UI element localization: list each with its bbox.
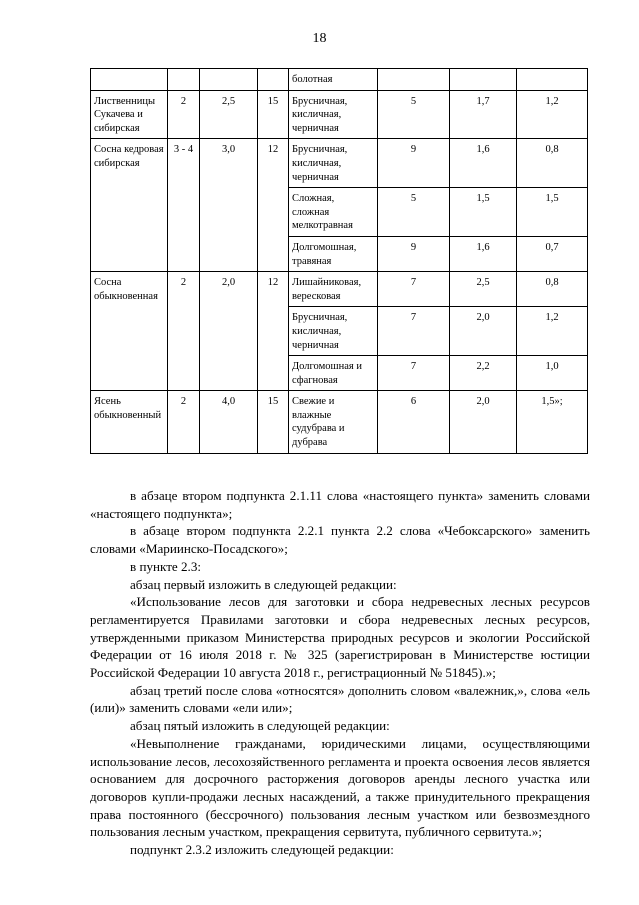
table-cell [200,69,258,91]
forest-type-cell: Долгомошная, травяная [289,236,378,271]
table-cell: 1,5 [517,188,588,237]
paragraph: абзац пятый изложить в следующей редакции: [130,718,390,734]
table-cell: 12 [258,139,289,188]
forest-type-cell: Брусничная, кисличная, черничная [289,139,378,188]
table-cell [200,236,258,271]
species-cell: Сосна кедровая сибирская [91,139,168,188]
table-row [91,69,588,91]
table-cell [258,307,289,356]
table-cell: 5 [378,90,450,139]
paragraph: в абзаце втором подпункта 2.1.11 слова «настоящего пункта» заменить словами «настоящего подпункта»; [90,488,590,521]
document-body [90,487,590,859]
paragraph: абзац первый изложить в следующей редакции: [130,576,397,592]
paragraph: абзац третий после слова «относятся» дополнить словом «валежник,», слова «ель (или)» заменить словами «ели или»; [90,682,590,716]
species-cell [91,236,168,271]
species-cell [91,307,168,356]
species-cell [91,356,168,391]
table-cell: 7 [378,356,450,391]
table-cell: 7 [378,272,450,307]
forest-type-cell: болотная [289,69,378,91]
table-cell [168,356,200,391]
species-cell: Лиственницы Сукачева и сибирская [91,90,168,139]
table-cell [378,69,450,91]
table-cell: 1,6 [450,139,517,188]
table-cell: 2,2 [450,356,517,391]
table-cell [450,69,517,91]
paragraph: в пункте 2.3: [130,558,202,574]
table-cell: 15 [258,391,289,453]
species-cell [91,69,168,91]
table-cell: 1,6 [450,236,517,271]
paragraph: «Невыполнение гражданами, юридическими лицами, осуществляющими использование лесов, лесохозяйственного регламента и проекта освоения лесов является основанием для досрочного расторжения договоров аренды лесного участка или договоров купли-продажи лесных насаждений, а также принудительного прекращения права постоянного (бессрочного) пользования лесным участком или безвозмездного пользования лесным участком, прекращения сервитута, публичного сервитута.»; [90,735,590,840]
table-cell: 2,5 [450,272,517,307]
table-cell: 6 [378,391,450,453]
forest-type-cell: Брусничная, кисличная, черничная [289,90,378,139]
table-cell: 1,5»; [517,391,588,453]
paragraph: подпункт 2.3.2 изложить следующей редакции: [130,842,394,858]
table-cell [200,188,258,237]
paragraph: в абзаце втором подпункта 2.2.1 пункта 2.2 слова «Чебоксарского» заменить словами «Мариинско-Посадского»; [90,523,590,557]
table-cell: 1,5 [450,188,517,237]
forest-type-cell: Лишайниковая, вересковая [289,272,378,307]
table-cell: 2,0 [450,391,517,453]
forest-type-cell: Брусничная, кисличная, черничная [289,307,378,356]
table-cell [517,69,588,91]
table-cell: 0,7 [517,236,588,271]
table-row [91,90,588,139]
paragraph: «Использование лесов для заготовки и сбора недревесных лесных ресурсов регламентируется Правилами заготовки и сбора недревесных лесных ресурсов, утвержденными приказом Министерства природных ресурсов и экологии Российской Федерации от 16 июля 2018 г. № 325 (зарегистрирован в Министерстве юстиции Российской Федерации 10 августа 2018 г., регистрационный № 51845).»; [90,594,590,681]
table-cell: 2 [168,90,200,139]
table-cell [168,307,200,356]
table-cell [200,356,258,391]
table-cell: 2,5 [200,90,258,139]
table-cell [258,188,289,237]
table-cell: 2 [168,391,200,453]
table-cell: 0,8 [517,139,588,188]
table-row [91,356,588,391]
forest-type-cell: Свежие и влажные судубрава и дубрава [289,391,378,453]
table-row [91,188,588,237]
table-row [91,391,588,453]
table-cell: 0,8 [517,272,588,307]
table-cell: 2,0 [200,272,258,307]
table-cell [258,236,289,271]
table-cell [168,188,200,237]
forest-type-cell: Долгомошная и сфагновая [289,356,378,391]
species-cell [91,188,168,237]
table-cell: 1,0 [517,356,588,391]
table-cell [200,307,258,356]
table-cell: 3 - 4 [168,139,200,188]
table-cell: 1,2 [517,307,588,356]
table-row [91,272,588,307]
table-cell [258,69,289,91]
table-cell: 4,0 [200,391,258,453]
table-cell [168,236,200,271]
table-cell [168,69,200,91]
page-number: 18 [312,31,327,46]
forest-resources-table [90,68,588,454]
table-cell: 15 [258,90,289,139]
table-cell: 1,7 [450,90,517,139]
table-row [91,236,588,271]
table-cell: 5 [378,188,450,237]
table-cell [258,356,289,391]
table-cell: 2 [168,272,200,307]
table-cell: 2,0 [450,307,517,356]
table-cell: 3,0 [200,139,258,188]
species-cell: Сосна обыкновенная [91,272,168,307]
table-cell: 7 [378,307,450,356]
table-cell: 9 [378,236,450,271]
table-cell: 12 [258,272,289,307]
table-cell: 1,2 [517,90,588,139]
forest-type-cell: Сложная, сложная мелкотравная [289,188,378,237]
table-row [91,307,588,356]
table-cell: 9 [378,139,450,188]
species-cell: Ясень обыкновенный [91,391,168,453]
table-row [91,139,588,188]
